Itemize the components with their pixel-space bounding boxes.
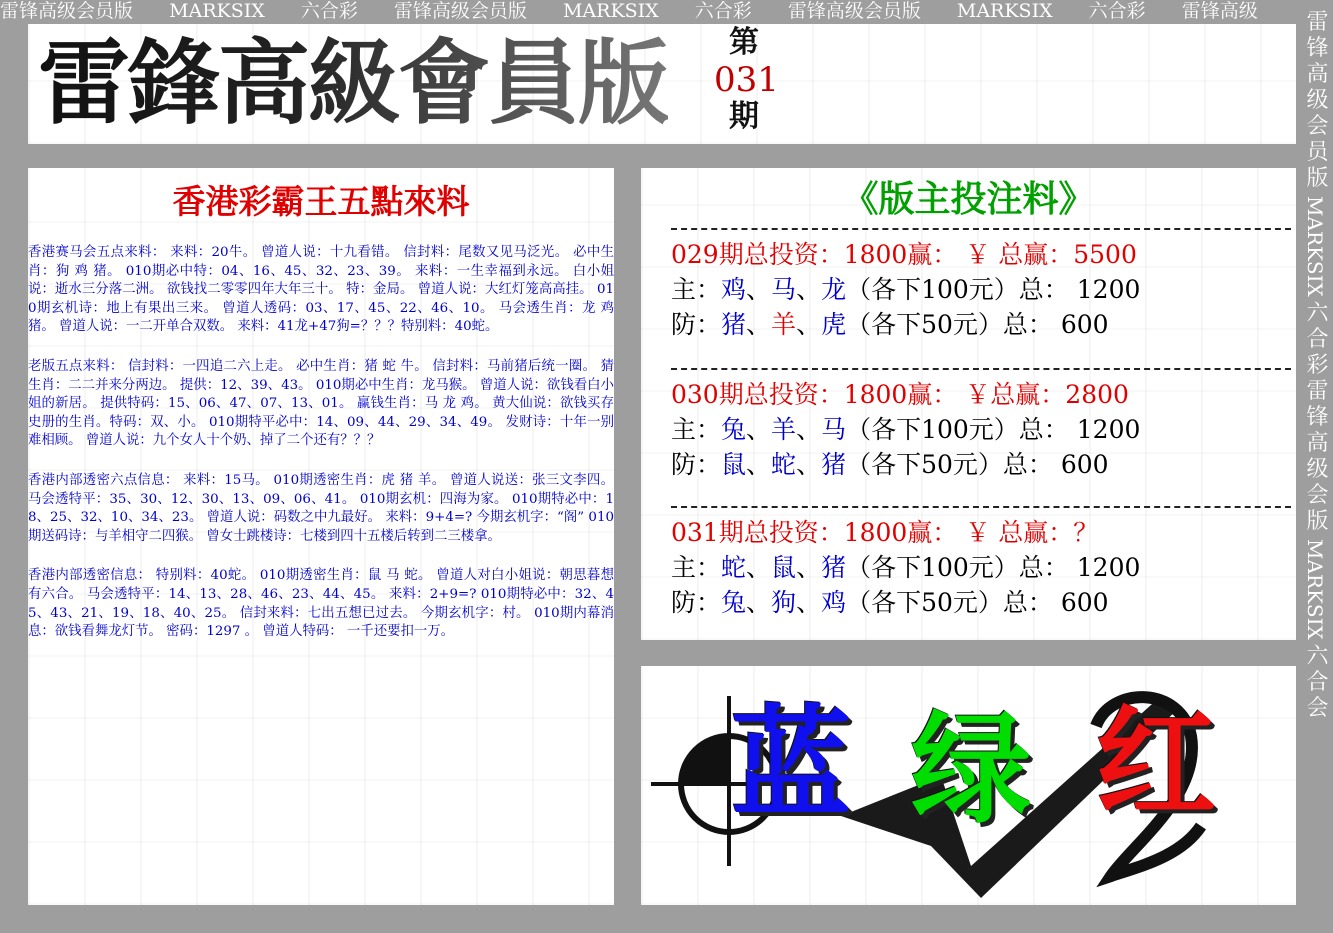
bet-main-line: [671, 412, 1291, 447]
side-banner-char: 高: [1306, 430, 1329, 456]
bet-panel-title: 《版主投注料》: [842, 178, 1095, 220]
side-banner-char: 雷: [1306, 378, 1329, 404]
side-banner-char: 版: [1306, 508, 1329, 534]
bet-amount: （各下100元）总： 1200: [846, 553, 1141, 582]
side-banner-char: 六: [1306, 643, 1329, 669]
side-banner-char: 雷: [1306, 10, 1329, 35]
top-banner-item: MARKSIX: [956, 0, 1053, 22]
top-banner-item: 雷锋高级会员版: [0, 0, 134, 22]
bet-summary: 029期总投资：1800赢： ￥ 总赢：5500: [671, 240, 1137, 269]
bet-guard-line: [671, 447, 1291, 482]
divider: [671, 368, 1291, 370]
issue-box: [714, 25, 779, 134]
side-banner: [1302, 10, 1333, 933]
bet-amount: （各下100元）总： 1200: [846, 275, 1141, 304]
bet-amount: （各下100元）总： 1200: [846, 415, 1141, 444]
separator: 、: [796, 553, 822, 582]
side-banner-char: 高: [1306, 62, 1329, 87]
bet-summary: 031期总投资：1800赢： ￥ 总赢：？: [671, 518, 1099, 547]
divider: [671, 228, 1291, 230]
top-banner-item: 雷锋高级会员版: [393, 0, 527, 22]
bet-label: 防：: [671, 588, 722, 617]
info-section: 香港内部透密信息： 特别料：40蛇。 010期透密生肖：鼠 马 蛇。 曾道人对白小姐说：朝思暮想有六合。 马会透特平：14、13、28、46、23、44、45。 来料：2+9=? 010期特必中：32、45、43、21、19、18、40、25。 信封来料：七出五想已过去。 今期玄机字：村。 010期内幕消息：欲钱看舞龙灯节。 密码：1297 。 曾道人特码： 一千还要扣一万。: [28, 568, 614, 640]
zodiac: 马: [771, 275, 797, 304]
info-section: 香港内部透密六点信息： 来料：15马。 010期透密生肖：虎 猪 羊。 曾道人说送：张三文李四。 马会透特平：35、30、12、30、13、09、06、41。 010期玄机：四海为家。 010期特必中：18、25、32、10、34、23。 曾道人说：码数之中九最好。 来料：9+4=? 今期玄机字：“阁” 010期送码诗：与羊相守二四猴。 曾女士跳楼诗：七楼到四十五楼后转到二三楼拿。: [28, 472, 614, 544]
side-banner-char: 版: [1306, 166, 1329, 191]
side-banner-char: 会: [1306, 695, 1329, 721]
bet-label: 主：: [671, 553, 722, 582]
side-banner-char: 级: [1306, 456, 1329, 482]
bet-guard-line: [671, 307, 1291, 342]
zodiac: 虎: [821, 310, 847, 339]
info-panel: [28, 168, 614, 905]
top-banner-item: 雷锋高级会员版: [787, 0, 921, 22]
separator: 、: [796, 310, 822, 339]
separator: 、: [746, 588, 772, 617]
side-banner-char: 合: [1306, 669, 1329, 695]
bet-group: [671, 368, 1291, 482]
zodiac: 羊: [771, 415, 797, 444]
info-panel-title: 香港彩霸王五點來料: [172, 182, 470, 221]
zodiac: 龙: [821, 275, 847, 304]
side-banner-char: 锋: [1306, 36, 1329, 61]
zodiac: 蛇: [771, 450, 797, 479]
side-banner-char: 级: [1306, 88, 1329, 113]
separator: 、: [746, 553, 772, 582]
separator: 、: [796, 450, 822, 479]
zodiac-highlight: 羊: [771, 310, 797, 339]
side-banner-char: 会: [1306, 482, 1329, 508]
bet-label: 主：: [671, 275, 722, 304]
blue-word: 蓝: [731, 695, 851, 834]
issue-prefix: 第: [729, 25, 759, 60]
info-section: 香港赛马会五点来料： 来料：20牛。 曾道人说：十九看错。 信封料：尾数又见马泛光。 必中生肖：狗 鸡 猪。 010期必中特：04、16、45、32、23、39。 来料：一生幸福到永远。 白小姐说：逝水三分落二洲。 欲钱找二零零四年大年三十。 特：金局。 曾道人说：大红灯笼高高挂。 010期玄机诗：地上有果出三来。 曾道人透码：03、17、45、22、46、10。 马会透生肖：龙 鸡 猪。 曾道人说：一二开单合双数。 来料：41龙+47狗=？？？特别料：40蛇。: [28, 245, 614, 335]
bet-amount: （各下50元）总： 600: [846, 310, 1109, 339]
separator: 、: [796, 415, 822, 444]
top-banner-item: 六合彩: [1088, 0, 1146, 22]
side-banner-char: 六: [1306, 300, 1329, 326]
zodiac: 猪: [721, 310, 747, 339]
bet-label: 防：: [671, 450, 722, 479]
info-section: 老版五点来料： 信封料：一四追二六上走。 必中生肖：猪 蛇 牛。 信封料：马前猪后统一圈。 猜生肖：二二并来分两边。 提供：12、39、43。 010期必中生肖：龙马猴。 曾道人说：欲钱看白小姐的新居。 提供特码：15、06、47、07、13、01。 赢钱生肖：马 龙 鸡。 黄大仙说：欲钱买存史册的生肖。特码：双、小。 010期特平必中：14、09、44、29、34、49。 发财诗：十年一别难相顾。 曾道人说：九个女人十个奶、掉了二个还有？？？: [28, 358, 614, 449]
bet-label: 防：: [671, 310, 722, 339]
bet-amount: （各下50元）总： 600: [846, 588, 1109, 617]
top-banner: [0, 0, 1300, 22]
bet-panel: [641, 168, 1296, 640]
side-banner-latin: MARKSIX: [1303, 538, 1327, 640]
zodiac: 鸡: [821, 588, 847, 617]
top-banner-item: 六合彩: [694, 0, 752, 22]
side-banner-latin: MARKSIX: [1303, 196, 1327, 297]
header-panel: [28, 24, 1296, 144]
bet-label: 主：: [671, 415, 722, 444]
green-word: 绿: [911, 701, 1031, 840]
bet-group: [671, 506, 1291, 620]
red-word: 红: [1096, 695, 1216, 834]
top-banner-item: MARKSIX: [169, 0, 265, 22]
zodiac: 马: [821, 415, 847, 444]
bet-summary: 030期总投资：1800赢： ￥总赢：2800: [671, 380, 1129, 409]
top-banner-item: MARKSIX: [562, 0, 659, 22]
separator: 、: [746, 310, 772, 339]
zodiac: 蛇: [721, 553, 747, 582]
zodiac: 兔: [721, 415, 747, 444]
bet-guard-line: [671, 585, 1291, 620]
bet-amount: （各下50元）总： 600: [846, 450, 1109, 479]
separator: 、: [746, 450, 772, 479]
issue-suffix: 期: [729, 99, 759, 134]
zodiac: 狗: [771, 588, 797, 617]
issue-number: 031: [714, 60, 779, 100]
zodiac: 猪: [821, 553, 847, 582]
color-panel: [641, 666, 1296, 905]
zodiac: 鼠: [721, 450, 747, 479]
divider: [671, 506, 1291, 508]
side-banner-char: 员: [1306, 140, 1329, 165]
bet-main-line: [671, 550, 1291, 585]
bet-main-line: [671, 272, 1291, 307]
side-banner-char: 彩: [1306, 352, 1329, 378]
side-banner-char: 合: [1306, 326, 1329, 352]
info-sections: [28, 244, 614, 663]
side-banner-char: 锋: [1306, 404, 1329, 430]
separator: 、: [796, 275, 822, 304]
separator: 、: [746, 275, 772, 304]
top-banner-item: 雷锋高级: [1181, 0, 1258, 22]
zodiac: 鼠: [771, 553, 797, 582]
separator: 、: [796, 588, 822, 617]
masthead-title: 雷鋒高級會員版: [38, 30, 669, 137]
zodiac: 兔: [721, 588, 747, 617]
top-banner-item: 六合彩: [300, 0, 358, 22]
zodiac: 鸡: [721, 275, 747, 304]
bet-group: [671, 228, 1291, 342]
side-banner-char: 会: [1306, 114, 1329, 139]
separator: 、: [746, 415, 772, 444]
zodiac: 猪: [821, 450, 847, 479]
